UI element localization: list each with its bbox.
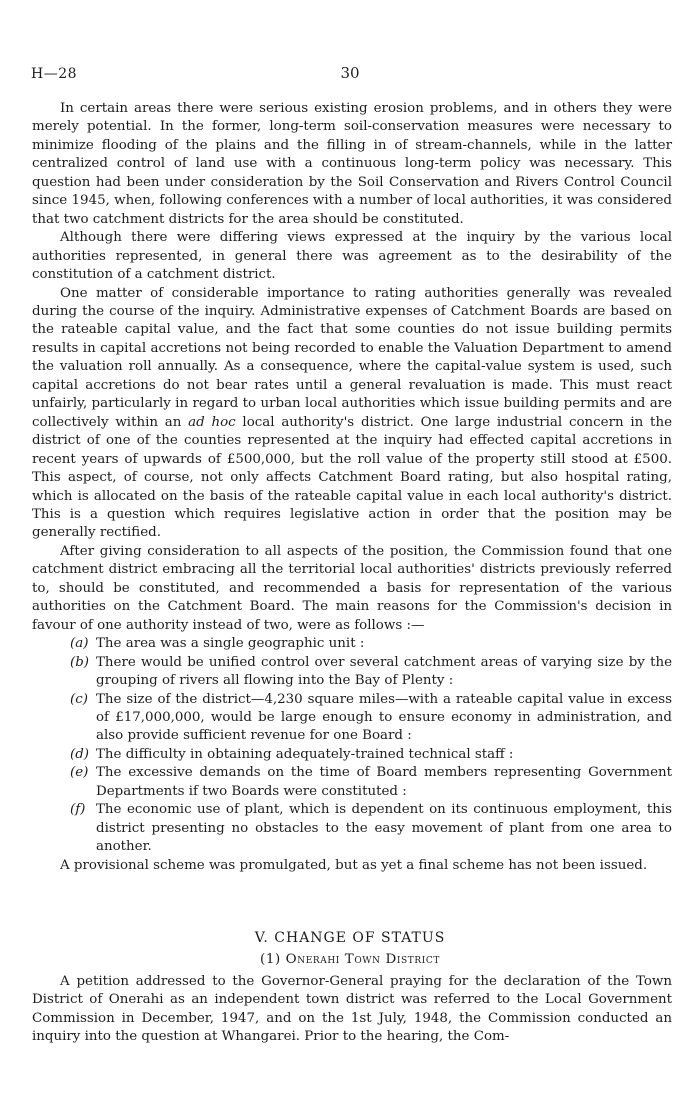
reason-label: (b) [70, 654, 90, 670]
reason-label: (e) [70, 765, 89, 781]
reason-text: The size of the district—4,230 square miles—with a rateable capital value in excess of £17,000,000, would be large enough to ensure economy in administration, and also provide sufficient revenue for one Board : [96, 691, 672, 744]
document-reference: H—28 [31, 66, 78, 82]
reason-item [32, 691, 672, 746]
rating-text-part1: One matter of considerable importance to rating authorities generally was revealed during the course of the inquiry. Administrative expenses of Catchment Boards are based on the rateable capital value, and the fact that some counties do not issue building permits results in capital accretions not being recorded to enable the Valuation Department to amend the valuation roll annually. As a consequence, where the capital-value system is used, such capital accretions do not bear rates until a general revaluation is made. This must react unfairly, particularly in regard to urban local authorities which issue building permits and are collectively within an [32, 285, 672, 430]
reason-item [32, 746, 672, 764]
reason-text: There would be unified control over several catchment areas of varying size by the grouping of rivers all flowing into the Bay of Plenty : [96, 654, 672, 689]
reason-label: (f) [70, 802, 86, 818]
paragraph-findings: After giving consideration to all aspects of the position, the Commission found that one catchment district embracing all the territorial local authorities' districts previously referred to, should be constituted, and recommended a basis for representation of the various authorities on the Catchment Board. The main reasons for the Commission's decision in favour of one authority instead of two, were as follows :— [32, 543, 672, 633]
paragraph-erosion: In certain areas there were serious existing erosion problems, and in others they were merely potential. In the former, long-term soil-conservation measures were necessary to minimize flooding of the plains and the filling in of stream-channels, while in the latter centralized control of land use with a continuous long-term policy was necessary. This question had been under consideration by the Soil Conservation and Rivers Control Council since 1945, when, following conferences with a number of local authorities, it was considered that two catchment districts for the area should be constituted. [32, 101, 672, 227]
reason-text: The excessive demands on the time of Board members representing Government Departments if two Boards were constituted : [96, 765, 672, 799]
reasons-list [32, 635, 672, 856]
reason-item [32, 654, 672, 691]
section-subheading: (1) Onerahi Town District [260, 952, 440, 967]
section-heading: V. CHANGE OF STATUS [254, 930, 446, 946]
reason-label: (c) [70, 691, 88, 707]
reason-text: The area was a single geographic unit : [96, 636, 365, 652]
reason-item [32, 764, 672, 801]
reason-text: The difficulty in obtaining adequately-trained technical staff : [96, 746, 514, 762]
rating-text-part2: local authority's district. One large industrial concern in the district of one of the counties represented at the inquiry had effected capital accretions in recent years of upwards of £500,000, but the roll value of the property still stood at £500. This aspect, of course, not only affects Catchment Board rating, but also hospital rating, which is allocated on the basis of the rateable capital value in each local authority's district. This is a question which requires legislative action in order that the position may be generally rectified. [32, 414, 672, 541]
paragraph-differing-views: Although there were differing views expressed at the inquiry by the various local authorities represented, in general there was agreement as to the desirability of the constitution of a catchment district. [32, 230, 672, 283]
main-text [32, 100, 672, 875]
reason-item [32, 635, 672, 653]
section-text [32, 973, 672, 1047]
paragraph-rating [32, 285, 672, 543]
ad-hoc-italic: ad hoc [188, 414, 236, 430]
page-number: 30 [340, 64, 360, 82]
reason-label: (a) [70, 636, 89, 652]
paragraph-provisional-scheme: A provisional scheme was promulgated, but as yet a final scheme has not been issued. [60, 857, 648, 873]
reason-text: The economic use of plant, which is dependent on its continuous employment, this district presenting no obstacles to the easy movement of plant from one area to another. [96, 802, 672, 855]
reason-item [32, 801, 672, 856]
paragraph-petition: A petition addressed to the Governor-General praying for the declaration of the Town District of Onerahi as an independent town district was referred to the Local Government Commission in December, 1947, and on the 1st July, 1948, the Commission conducted an inquiry into the question at Whangarei. Prior to the hearing, the Com- [32, 974, 672, 1045]
reason-label: (d) [70, 746, 90, 762]
